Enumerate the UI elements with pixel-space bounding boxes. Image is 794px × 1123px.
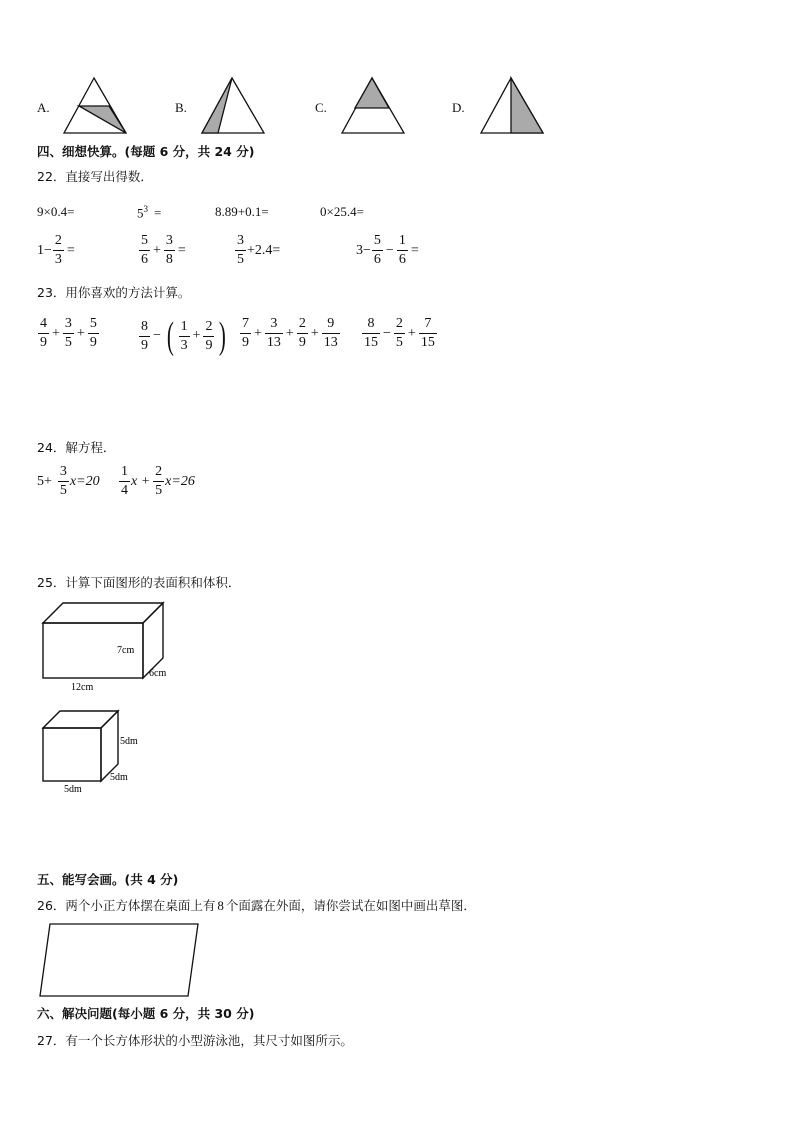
question-26-title: 26．两个小正方体摆在桌面上有 8 个面露在外面，请你尝试在如图中画出草图．	[37, 898, 476, 913]
section-6-heading: 六、解决问题(每小题 6 分，共 30 分)	[37, 1006, 255, 1021]
cuboid-figure	[38, 598, 188, 693]
triangle-a-figure	[62, 76, 128, 136]
q23-expr-2: $\frac{8}{9}$ − ( $\frac{1}{3}$ + $\frac{2}{9}$ )	[141, 315, 227, 357]
q22-expr-4: 0×25.4=	[320, 204, 364, 219]
triangle-c-figure	[340, 76, 406, 136]
section-4-heading: 四、细想快算。(每题 6 分，共 24 分)	[37, 144, 255, 159]
cube-depth-label: 5dm	[110, 772, 128, 783]
q24-equation-1: 5+ $\frac{3}{5}$ x=20	[37, 464, 100, 498]
q22-frac-expr-1: 1− $\frac{2}{3}$ =	[37, 233, 75, 267]
cube-height-label: 5dm	[120, 736, 138, 747]
parallelogram-drawing-area[interactable]	[38, 922, 203, 1000]
triangle-b-figure	[200, 76, 266, 136]
q22-expr-2: $5^3$ =	[137, 204, 162, 221]
option-a-label: A.	[37, 100, 50, 115]
cube-figure	[38, 708, 158, 798]
q23-expr-4: $\frac{8}{15}$ − $\frac{2}{5}$ + $\frac{7}{15}$	[364, 316, 435, 350]
cuboid-height-label: 7cm	[117, 645, 135, 656]
triangle-d-figure	[479, 76, 545, 136]
q23-expr-3: $\frac{7}{9}$ + $\frac{3}{13}$ + $\frac{2}{9}$ + $\frac{9}{13}$	[242, 316, 338, 350]
section-5-heading: 五、能写会画。(共 4 分)	[37, 872, 179, 887]
option-b-label: B.	[175, 100, 187, 115]
question-27-title: 27．有一个长方体形状的小型游泳池，其尺寸如图所示。	[37, 1033, 353, 1048]
q23-expr-1: $\frac{4}{9}$ + $\frac{3}{5}$ + $\frac{5}{9}$	[40, 316, 97, 350]
q22-frac-expr-2: $\frac{5}{6}$ + $\frac{3}{8}$ =	[141, 233, 186, 267]
question-25-title: 25．计算下面图形的表面积和体积．	[37, 575, 241, 590]
q22-expr-3: 8.89+0.1=	[215, 204, 269, 219]
cuboid-length-label: 12cm	[71, 682, 94, 693]
q22-frac-expr-3: $\frac{3}{5}$ +2.4=	[237, 233, 281, 267]
q22-expr-1: 9×0.4=	[37, 204, 75, 219]
question-22-title: 22．直接写出得数．	[37, 169, 153, 184]
cube-length-label: 5dm	[64, 784, 82, 795]
option-c-label: C.	[315, 100, 327, 115]
question-24-title: 24．解方程．	[37, 440, 116, 455]
q24-equation-2: $\frac{1}{4}$ x + $\frac{2}{5}$ x=26	[121, 464, 195, 498]
cuboid-depth-label: 6cm	[149, 668, 167, 679]
question-23-title: 23．用你喜欢的方法计算。	[37, 285, 191, 300]
option-d-label: D.	[452, 100, 465, 115]
q22-frac-expr-4: 3− $\frac{5}{6}$ − $\frac{1}{6}$ =	[356, 233, 419, 267]
